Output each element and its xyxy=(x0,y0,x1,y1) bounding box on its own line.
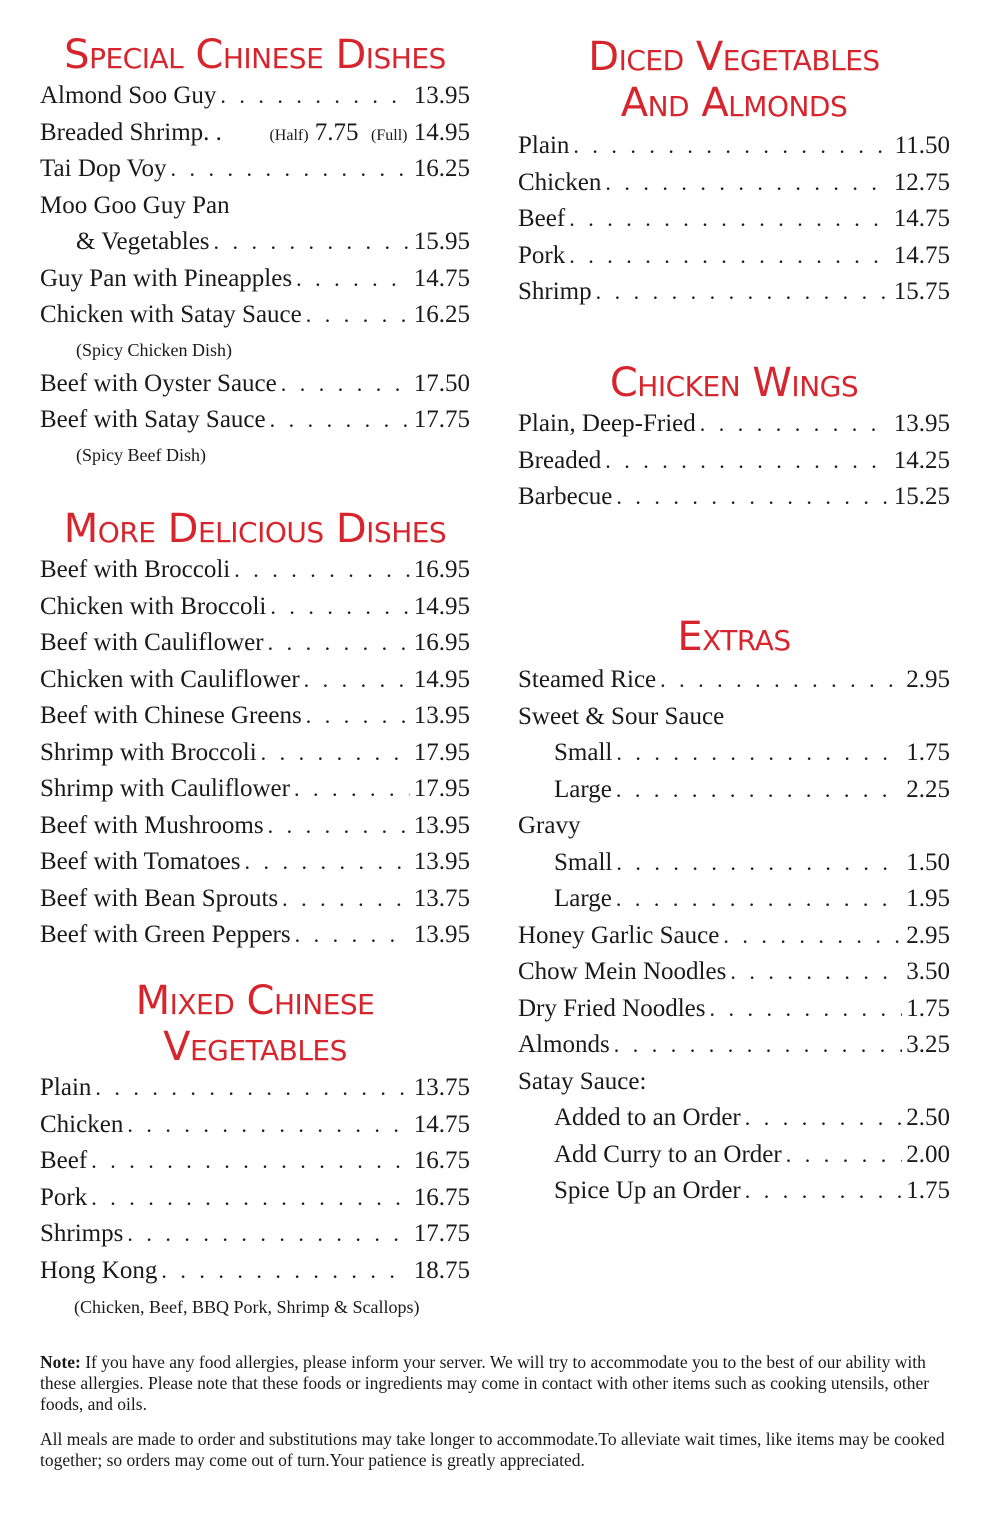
item-name: Breaded Shrimp. . xyxy=(40,118,222,146)
item-name: Sweet & Sour Sauce xyxy=(518,702,725,730)
item-name: Beef with Green Peppers xyxy=(40,921,291,948)
item-name: Large xyxy=(554,775,612,803)
item-name: Chicken with Cauliflower xyxy=(40,665,300,693)
item-name: Shrimp xyxy=(518,278,592,305)
item-name: Plain xyxy=(40,1074,92,1101)
item-price: 13.95 xyxy=(893,410,950,437)
menu-item-breaded-shrimp xyxy=(40,115,470,152)
menu-item xyxy=(518,991,950,1028)
item-name: Plain xyxy=(518,132,570,159)
item-name: Almond Soo Guy xyxy=(40,82,217,109)
item-price: 13.95 xyxy=(413,921,470,948)
item-name: Shrimp with Broccoli xyxy=(40,738,257,766)
menu-item xyxy=(40,297,470,334)
item-name: Beef with Cauliflower xyxy=(40,629,264,656)
item-name: Pork xyxy=(518,241,566,269)
item-price: 17.75 xyxy=(413,1220,470,1247)
item-price: 2.50 xyxy=(906,1104,950,1131)
item-price: 14.95 xyxy=(413,592,470,620)
menu-item xyxy=(518,772,950,809)
item-name: Small xyxy=(554,848,613,876)
menu-item xyxy=(40,151,470,188)
menu-item xyxy=(518,443,950,480)
section-title-line2: And Almonds xyxy=(620,80,848,126)
item-name: Moo Goo Guy Pan xyxy=(40,191,230,219)
menu-item xyxy=(518,954,950,991)
section-title: Extras xyxy=(677,614,791,660)
item-price: 17.95 xyxy=(413,738,470,766)
item-price: 16.25 xyxy=(413,301,470,328)
item-name: Small xyxy=(554,739,613,766)
meals-note: All meals are made to order and substitutions may take longer to accommodate.To alleviate wait times, like items may be cooked together; so orders may come out of turn.Your patience is greatly appreciated. xyxy=(40,1429,945,1470)
item-price: 15.75 xyxy=(893,278,950,305)
item-price: 13.75 xyxy=(413,1074,470,1101)
menu-item-group xyxy=(518,1064,950,1101)
item-name: Chicken xyxy=(40,1110,124,1138)
item-name: Beef with Oyster Sauce xyxy=(40,369,277,397)
menu-item xyxy=(518,845,950,882)
item-name: Chicken with Satay Sauce xyxy=(40,301,302,328)
section-title: Diced Vegetables xyxy=(588,34,880,80)
item-name: Shrimp with Cauliflower xyxy=(40,775,290,802)
item-name: Pork xyxy=(40,1183,88,1211)
item-name: Almonds xyxy=(518,1031,610,1058)
item-price: 16.25 xyxy=(413,155,470,182)
menu-item xyxy=(40,366,470,403)
item-price: 3.50 xyxy=(906,958,950,985)
item-price: 17.75 xyxy=(413,406,470,433)
item-name: Add Curry to an Order xyxy=(554,1140,782,1168)
menu-item xyxy=(518,1173,950,1210)
item-name: & Vegetables xyxy=(76,228,210,255)
footer-notes xyxy=(40,1352,958,1485)
more-dishes-section xyxy=(40,506,470,954)
item-price: 15.25 xyxy=(893,483,950,510)
menu-item xyxy=(518,662,950,699)
menu-item xyxy=(518,735,950,772)
item-name: Chow Mein Noodles xyxy=(518,958,727,985)
menu-item xyxy=(518,918,950,955)
item-price: 2.95 xyxy=(906,921,950,949)
item-price: 16.75 xyxy=(413,1147,470,1174)
menu-item xyxy=(40,1216,470,1253)
item-price: 14.75 xyxy=(413,264,470,292)
section-title-line2: Vegetables xyxy=(163,1024,347,1070)
item-name: Shrimps xyxy=(40,1220,124,1247)
item-price: 14.95 xyxy=(413,665,470,693)
chicken-wings-section xyxy=(518,360,950,516)
item-price: 14.75 xyxy=(893,241,950,269)
item-name: Beef with Satay Sauce xyxy=(40,406,266,433)
menu-item xyxy=(40,698,470,735)
allergy-note xyxy=(40,1352,958,1415)
menu-item xyxy=(518,201,950,238)
item-name: Plain, Deep-Fried xyxy=(518,410,696,437)
item-name: Hong Kong xyxy=(40,1256,158,1284)
section-title: Special Chinese Dishes xyxy=(64,32,446,78)
item-name: Steamed Rice xyxy=(518,666,657,693)
menu-item xyxy=(518,479,950,516)
item-name: Added to an Order xyxy=(554,1104,741,1131)
item-name: Beef with Chinese Greens xyxy=(40,702,302,729)
menu-item-moo-goo-cont xyxy=(40,224,470,261)
item-name: Beef with Broccoli xyxy=(40,556,231,583)
item-price: 15.95 xyxy=(413,228,470,255)
item-price: 17.95 xyxy=(413,775,470,802)
item-name: Beef xyxy=(40,1147,88,1174)
item-price: 2.00 xyxy=(906,1140,950,1168)
special-dishes-section xyxy=(40,32,470,471)
menu-item xyxy=(518,165,950,202)
menu-item xyxy=(40,1107,470,1144)
menu-item xyxy=(518,1137,950,1174)
item-name: Spice Up an Order xyxy=(554,1177,741,1204)
item-name: Large xyxy=(554,885,612,912)
item-price: 1.75 xyxy=(906,1177,950,1204)
item-price: 1.95 xyxy=(906,885,950,912)
item-price: 14.75 xyxy=(893,205,950,232)
item-price: 2.95 xyxy=(906,666,950,693)
item-price: 1.75 xyxy=(906,994,950,1022)
menu-item xyxy=(40,402,470,439)
item-price: 12.75 xyxy=(893,168,950,196)
menu-item xyxy=(40,1253,470,1290)
menu-item xyxy=(40,625,470,662)
item-price: 11.50 xyxy=(894,132,950,159)
menu-item xyxy=(518,238,950,275)
menu-item xyxy=(518,1100,950,1137)
item-price: 13.95 xyxy=(413,702,470,729)
full-label: (Full) xyxy=(371,126,408,144)
item-name: Beef with Tomatoes xyxy=(40,848,241,875)
mixed-vegetables-section xyxy=(40,978,470,1325)
item-price: 13.75 xyxy=(413,884,470,912)
item-name: Gravy xyxy=(518,812,581,839)
item-price: 16.95 xyxy=(413,556,470,583)
item-price: 16.75 xyxy=(413,1183,470,1211)
item-price: 13.95 xyxy=(413,811,470,839)
menu-item xyxy=(40,808,470,845)
menu-item xyxy=(518,128,950,165)
item-name: Beef with Mushrooms xyxy=(40,811,264,839)
menu-item xyxy=(40,771,470,808)
item-price: 1.50 xyxy=(906,848,950,876)
menu-item xyxy=(40,844,470,881)
item-price: 18.75 xyxy=(413,1256,470,1284)
half-price: 7.75 xyxy=(314,118,359,146)
item-price: 13.95 xyxy=(413,848,470,875)
item-name: Tai Dop Voy xyxy=(40,155,167,182)
item-name: Beef with Bean Sprouts xyxy=(40,884,279,912)
full-price: 14.95 xyxy=(413,118,470,146)
item-price: 2.25 xyxy=(906,775,950,803)
item-name: Honey Garlic Sauce xyxy=(518,921,720,949)
item-name: Satay Sauce: xyxy=(518,1067,647,1095)
item-note: (Spicy Beef Dish) xyxy=(76,444,206,465)
item-price: 17.50 xyxy=(413,369,470,397)
menu-item xyxy=(518,881,950,918)
menu-item xyxy=(518,1027,950,1064)
section-title: Mixed Chinese xyxy=(135,978,375,1024)
menu-item xyxy=(40,735,470,772)
menu-item xyxy=(40,1180,470,1217)
item-price: 14.75 xyxy=(413,1110,470,1138)
item-name: Guy Pan with Pineapples xyxy=(40,264,293,292)
item-note: (Spicy Chicken Dish) xyxy=(76,339,232,360)
note-text: If you have any food allergies, please inform your server. We will try to accommodate you to the best of our ability with these allergies. Please note that these foods or ingredients may come in contact with other items such as cooking utensils, other foods, and oils. xyxy=(40,1352,930,1414)
menu-item xyxy=(40,881,470,918)
menu-item-group xyxy=(518,808,950,845)
menu-item xyxy=(40,1070,470,1107)
item-name: Barbecue xyxy=(518,483,613,510)
menu-item xyxy=(40,261,470,298)
menu-item xyxy=(40,78,470,115)
section-title: Chicken Wings xyxy=(609,360,859,406)
item-price: 16.95 xyxy=(413,629,470,656)
item-name: Chicken xyxy=(518,168,602,196)
extras-section xyxy=(518,614,950,1210)
menu-item xyxy=(40,552,470,589)
item-price: 13.95 xyxy=(413,82,470,109)
menu-item-group xyxy=(518,699,950,736)
item-name: Dry Fried Noodles xyxy=(518,994,706,1022)
menu-item xyxy=(40,917,470,954)
menu-item xyxy=(40,589,470,626)
menu-item xyxy=(40,662,470,699)
menu-item xyxy=(518,274,950,311)
note-label: Note: xyxy=(40,1352,81,1372)
item-price: 1.75 xyxy=(906,739,950,766)
item-name: Chicken with Broccoli xyxy=(40,592,267,620)
item-price: 14.25 xyxy=(893,446,950,474)
item-name: Breaded xyxy=(518,446,602,474)
item-note: (Chicken, Beef, BBQ Pork, Shrimp & Scallops) xyxy=(74,1297,420,1317)
item-price: 3.25 xyxy=(906,1031,950,1058)
menu-item xyxy=(518,406,950,443)
item-name: Beef xyxy=(518,205,566,232)
menu-item-moo-goo xyxy=(40,188,470,225)
diced-vegetables-section xyxy=(518,34,950,311)
menu-item xyxy=(40,1143,470,1180)
half-label: (Half) xyxy=(269,126,309,144)
section-title: More Delicious Dishes xyxy=(63,506,447,552)
